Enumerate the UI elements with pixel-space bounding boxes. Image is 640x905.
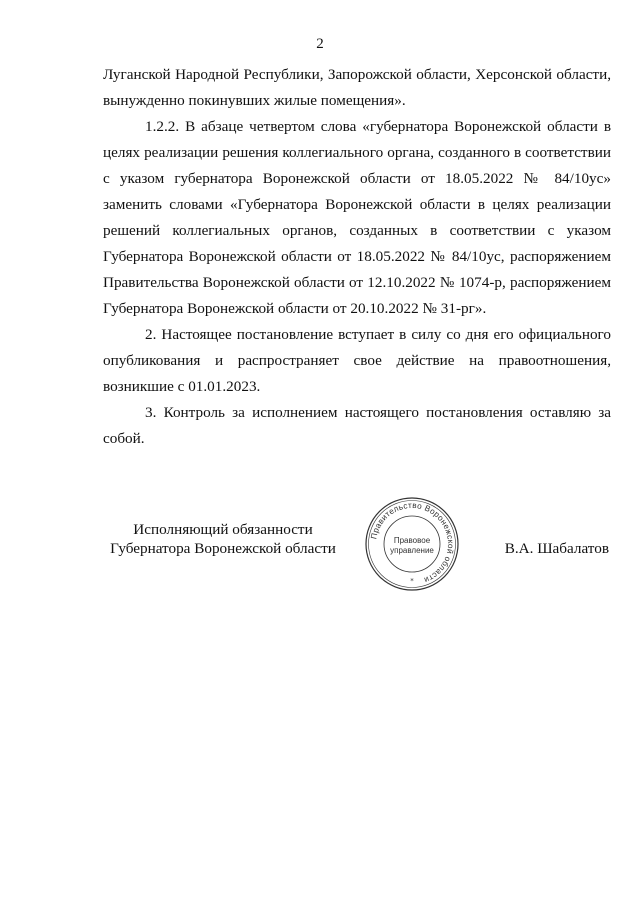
document-body: [103, 62, 611, 452]
signature-block: [103, 500, 611, 610]
paragraph-continuation: Луганской Народной Республики, Запорожской области, Херсонской области, вынужденно покинувших жилые помещения».: [103, 66, 611, 109]
signer-name: В.А. Шабалатов: [504, 540, 609, 557]
page-number: 2: [316, 36, 324, 52]
paragraph-2: 2. Настоящее постановление вступает в силу со дня его официального опубликования и распространяет свое действие на правоотношения, возникшие с 01.01.2023.: [103, 326, 611, 395]
official-seal: [363, 495, 461, 593]
seal-center-line-2: управление: [390, 546, 434, 555]
svg-text:*: *: [410, 577, 414, 585]
paragraph-3: 3. Контроль за исполнением настоящего постановления оставляю за собой.: [103, 404, 611, 447]
seal-ring-text: Правительство Воронежской области: [369, 500, 456, 585]
signer-title: [103, 520, 343, 558]
seal-center-line-1: Правовое: [393, 536, 431, 545]
paragraph-1-2-2: 1.2.2. В абзаце четвертом слова «губернатора Воронежской области в целях реализации решения коллегиального органа, созданного в соответствии с указом губернатора Воронежской области от 18.05.2022 № 84/10ус» заменить словами «Губернатора Воронежской области в целях реализации решений коллегиальных органов, созданных в соответствии с указом Губернатора Воронежской области от 18.05.2022 № 84/10ус, распоряжением Правительства Воронежской области от 12.10.2022 № 1074-р, распоряжением Губернатора Воронежской области от 20.10.2022 № 31-рг».: [103, 118, 611, 317]
signer-title-line-1: Исполняющий обязанности: [133, 521, 313, 538]
signer-title-line-2: Губернатора Воронежской области: [110, 540, 336, 557]
